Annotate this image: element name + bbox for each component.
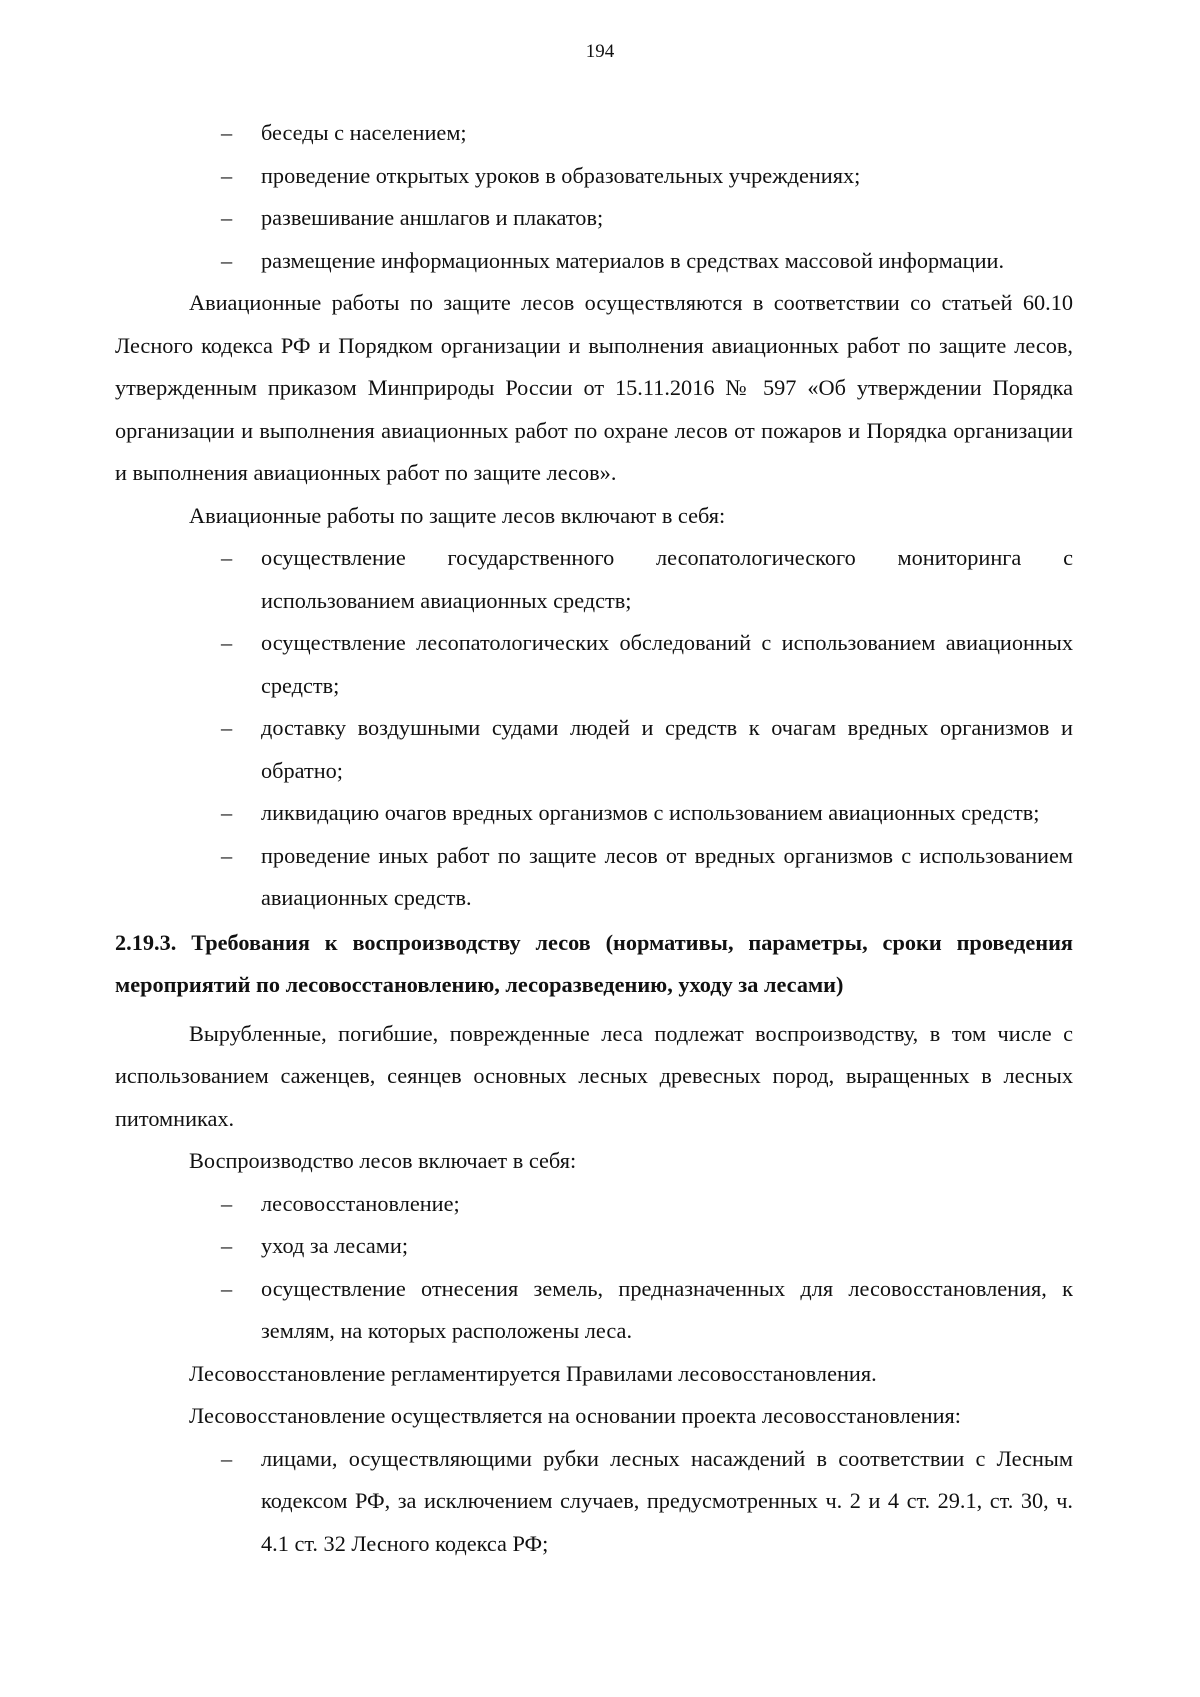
page-number: 194 [585, 41, 615, 62]
list-item: – лицами, осуществляющими рубки лесных насаждений в соответствии с Лесным кодексом РФ, за исключением случаев, предусмотренных ч. 2 и 4 ст. 29.1, ст. 30, ч. 4.1 ст. 32 Лесного кодекса РФ; [115, 1438, 1073, 1566]
paragraph-reproduction-includes: Воспроизводство лесов включает в себя: [189, 1148, 577, 1173]
paragraph-regulation: Лесовосстановление регламентируется Правилами лесовосстановления. [189, 1360, 877, 1386]
list-dash: – [221, 120, 233, 145]
paragraph-aviation-basis: Авиационные работы по защите лесов осуществляются в соответствии со статьей 60.10 Лесного кодекса РФ и Порядком организации и выполнения авиационных работ по защите лесов, утвержденным приказом Минприроды России от 15.11.2016 № 597 «Об утверждении Порядка организации и выполнения авиационных работ по охране лесов от пожаров и Порядка организации и выполнения авиационных работ по защите лесов». [115, 290, 1073, 485]
paragraph-reproduction: Вырубленные, погибшие, поврежденные леса подлежат воспроизводству, в том числе с использованием саженцев, сеянцев основных лесных древесных пород, выращенных в лесных питомниках. [115, 1020, 1073, 1131]
document-body [115, 112, 1073, 1565]
section-heading: 2.19.3. Требования к воспроизводству лесов (нормативы, параметры, сроки проведения мероприятий по лесовосстановлению, лесоразведению, уходу за лесами) [115, 929, 1073, 997]
list-item: – осуществление отнесения земель, предназначенных для лесовосстановления, к землям, на которых расположены леса. [115, 1268, 1073, 1353]
list-item: – беседы с населением; [115, 112, 1073, 155]
list-item: – доставку воздушными судами людей и средств к очагам вредных организмов и обратно; [115, 707, 1073, 792]
list-item: – проведение открытых уроков в образовательных учреждениях; [115, 155, 1073, 198]
list-dash: – [221, 715, 233, 740]
list-dash: – [221, 630, 233, 655]
list-dash: – [221, 162, 233, 188]
list-item: – развешивание аншлагов и плакатов; [115, 197, 1073, 240]
list-dash: – [221, 1190, 233, 1216]
list-dash: – [221, 1233, 233, 1258]
list-item: – ликвидацию очагов вредных организмов с использованием авиационных средств; [115, 792, 1073, 835]
list-dash: – [221, 1445, 233, 1471]
list-dash: – [221, 545, 233, 570]
paragraph-project-basis: Лесовосстановление осуществляется на основании проекта лесовосстановления: [189, 1403, 961, 1428]
list-item: – проведение иных работ по защите лесов от вредных организмов с использованием авиационных средств. [115, 835, 1073, 920]
paragraph-aviation-includes: Авиационные работы по защите лесов включают в себя: [189, 502, 726, 528]
list-item: – осуществление лесопатологических обследований с использованием авиационных средств; [115, 622, 1073, 707]
list-dash: – [221, 800, 233, 825]
list-dash: – [221, 247, 233, 273]
list-item: – уход за лесами; [115, 1225, 1073, 1268]
list-item: – осуществление государственного лесопатологического мониторинга с использованием авиационных средств; [115, 537, 1073, 622]
list-dash: – [221, 205, 233, 230]
list-item: – размещение информационных материалов в средствах массовой информации. [115, 240, 1073, 283]
list-dash: – [221, 842, 233, 868]
list-dash: – [221, 1275, 233, 1301]
list-item: – лесовосстановление; [115, 1183, 1073, 1226]
